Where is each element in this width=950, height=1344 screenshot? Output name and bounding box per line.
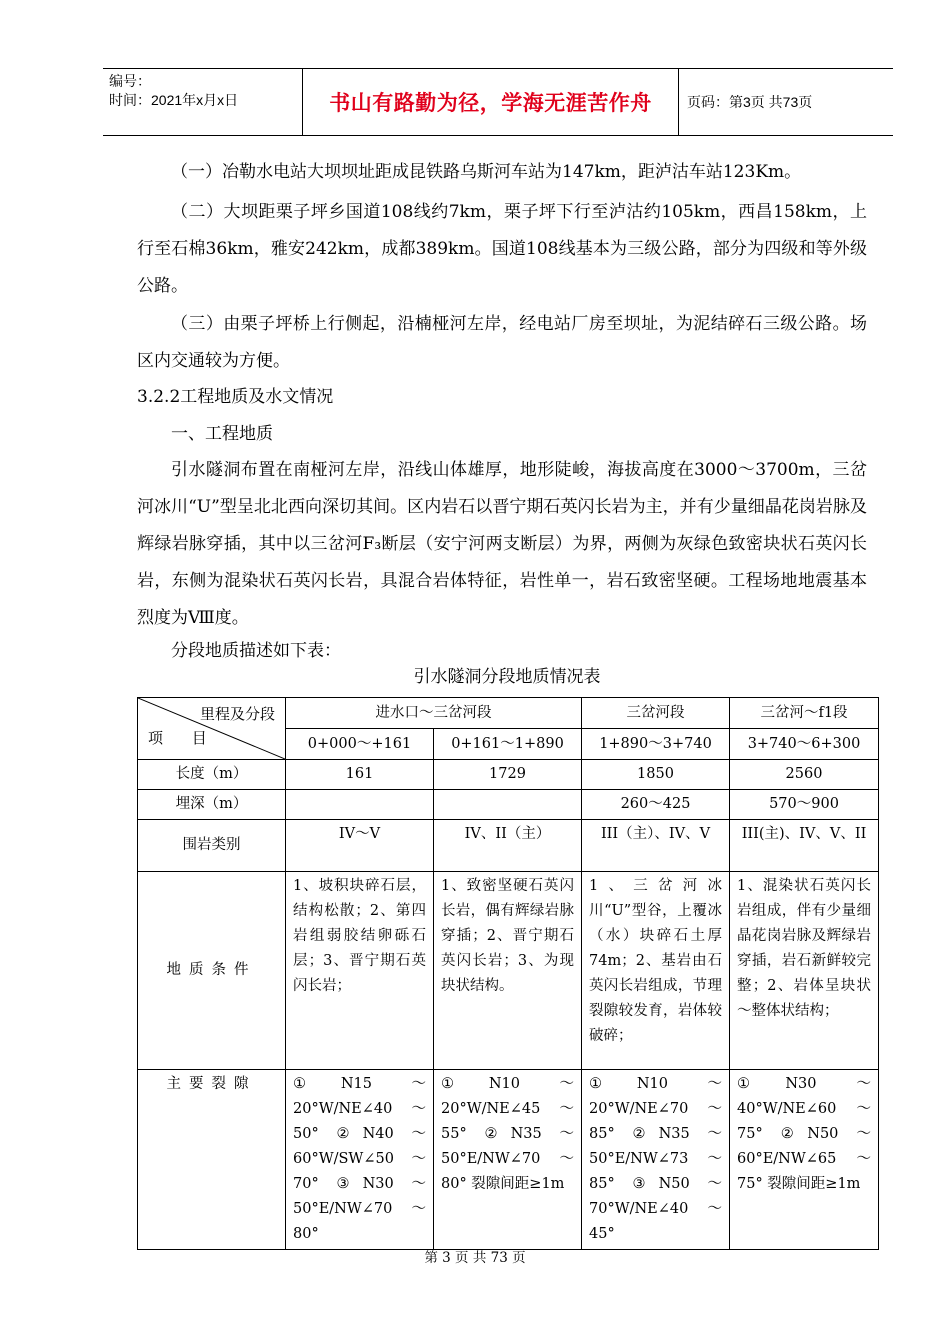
document-date: 时间：2021年x月x日 xyxy=(109,92,239,108)
table-row xyxy=(138,1070,879,1250)
row-label: 埋深（m） xyxy=(138,790,286,820)
row-label: 地质条件 xyxy=(138,872,286,1070)
page-header xyxy=(103,68,893,136)
geology-cell: 1、三岔河冰川“U”型谷，上覆冰（水）块碎石土厚74m；2、基岩由石英闪长岩组成，节理裂隙较发育，岩体较破碎； xyxy=(582,872,730,1070)
paragraph-3: （三）由栗子坪桥上行侧起，沿楠桠河左岸，经电站厂房至坝址，为泥结碎石三级公路。场区内交通较为方便。 xyxy=(137,314,867,371)
table-row xyxy=(138,790,879,820)
table-row xyxy=(138,820,879,872)
paragraph-1: （一）冶勒水电站大坝坝址距成昆铁路乌斯河车站为147km，距泸沽车站123Km。 xyxy=(171,162,802,182)
segment-header: 三岔河段 xyxy=(582,698,730,729)
length-cell: 2560 xyxy=(730,760,879,790)
geology-table xyxy=(137,697,879,1250)
sub-heading: 一、工程地质 xyxy=(171,424,273,444)
geology-cell: 1、坡积块碎石层，结构松散；2、第四岩组弱胶结卵砾石层；3、晋宁期石英闪长岩； xyxy=(286,872,434,1070)
depth-cell xyxy=(434,790,582,820)
rock-class-cell: III（主）、IV、V xyxy=(582,820,730,872)
header-meta xyxy=(103,69,303,135)
rock-class-cell: III(主)、IV、V、II xyxy=(730,820,879,872)
table-row xyxy=(138,760,879,790)
header-page-number: 页码：第3页 共73页 xyxy=(687,94,813,110)
mileage-cell: 0+161～1+890 xyxy=(434,729,582,760)
table-caption: 引水隧洞分段地质情况表 xyxy=(413,667,601,687)
depth-cell: 570～900 xyxy=(730,790,879,820)
mileage-cell: 0+000～+161 xyxy=(286,729,434,760)
joint-cell: ①N10 ～ 20°W/NE∠45～55° ②N35 ～ 50°E/NW∠70～80° 裂隙间距≥1m xyxy=(434,1070,582,1250)
rock-class-cell: IV、II（主） xyxy=(434,820,582,872)
row-label: 围岩类别 xyxy=(138,820,286,872)
document-number-label: 编号： xyxy=(109,73,151,89)
paragraph-4: 引水隧洞布置在南桠河左岸，沿线山体雄厚，地形陡峻，海拔高度在3000～3700m，三岔河冰川“U”型呈北北西向深切其间。区内岩石以晋宁期石英闪长岩为主，并有少量细晶花岗岩脉及辉绿岩脉穿插，其中以三岔河F₃断层（安宁河两支断层）为界，两侧为灰绿色致密块状石英闪长岩，东侧为混染状石英闪长岩，具混合岩体特征，岩性单一，岩石致密坚硬。工程场地地震基本烈度为Ⅷ度。 xyxy=(137,460,867,628)
joint-cell: ①N15 ～ 20°W/NE∠40～50° ②N40 ～ 60°W/SW∠50～70° ③N30 ～ 50°E/NW∠70～80° xyxy=(286,1070,434,1250)
joint-cell: ①N10 ～ 20°W/NE∠70～85° ②N35 ～ 50°E/NW∠73～85° ③N50 ～ 70°W/NE∠40～45° xyxy=(582,1070,730,1250)
corner-bottom-label: 项 目 xyxy=(148,729,219,747)
segment-header: 进水口～三岔河段 xyxy=(286,698,582,729)
paragraph-2: （二）大坝距栗子坪乡国道108线约7km，栗子坪下行至泸沽约105km，西昌158km，上行至石棉36km，雅安242km，成都389km。国道108线基本为三级公路，部分为四级和等外级公路。 xyxy=(137,202,867,296)
segment-header: 三岔河～f1段 xyxy=(730,698,879,729)
page-footer: 第 3 页 共 73 页 xyxy=(424,1250,526,1266)
length-cell: 1850 xyxy=(582,760,730,790)
length-cell: 161 xyxy=(286,760,434,790)
length-cell: 1729 xyxy=(434,760,582,790)
row-label: 长度（m） xyxy=(138,760,286,790)
depth-cell xyxy=(286,790,434,820)
section-heading: 3.2.2工程地质及水文情况 xyxy=(137,387,334,407)
paragraph-5: 分段地质描述如下表： xyxy=(171,641,341,661)
row-label: 主要裂隙 xyxy=(138,1070,286,1250)
rock-class-cell: IV～V xyxy=(286,820,434,872)
joint-cell: ①N30 ～ 40°W/NE∠60～75° ②N50 ～ 60°E/NW∠65～75° 裂隙间距≥1m xyxy=(730,1070,879,1250)
table-corner-cell xyxy=(138,698,286,760)
geology-cell: 1、混染状石英闪长岩组成，伴有少量细晶花岗岩脉及辉绿岩穿插，岩石新鲜较完整；2、岩体呈块状～整体状结构； xyxy=(730,872,879,1070)
table-row xyxy=(138,698,879,729)
mileage-cell: 3+740～6+300 xyxy=(730,729,879,760)
header-motto: 书山有路勤为径，学海无涯苦作舟 xyxy=(303,69,679,135)
geology-cell: 1、致密坚硬石英闪长岩，偶有辉绿岩脉穿插；2、晋宁期石英闪长岩；3、为现块状结构。 xyxy=(434,872,582,1070)
table-row xyxy=(138,872,879,1070)
corner-top-label: 里程及分段 xyxy=(199,705,275,723)
mileage-cell: 1+890～3+740 xyxy=(582,729,730,760)
depth-cell: 260～425 xyxy=(582,790,730,820)
